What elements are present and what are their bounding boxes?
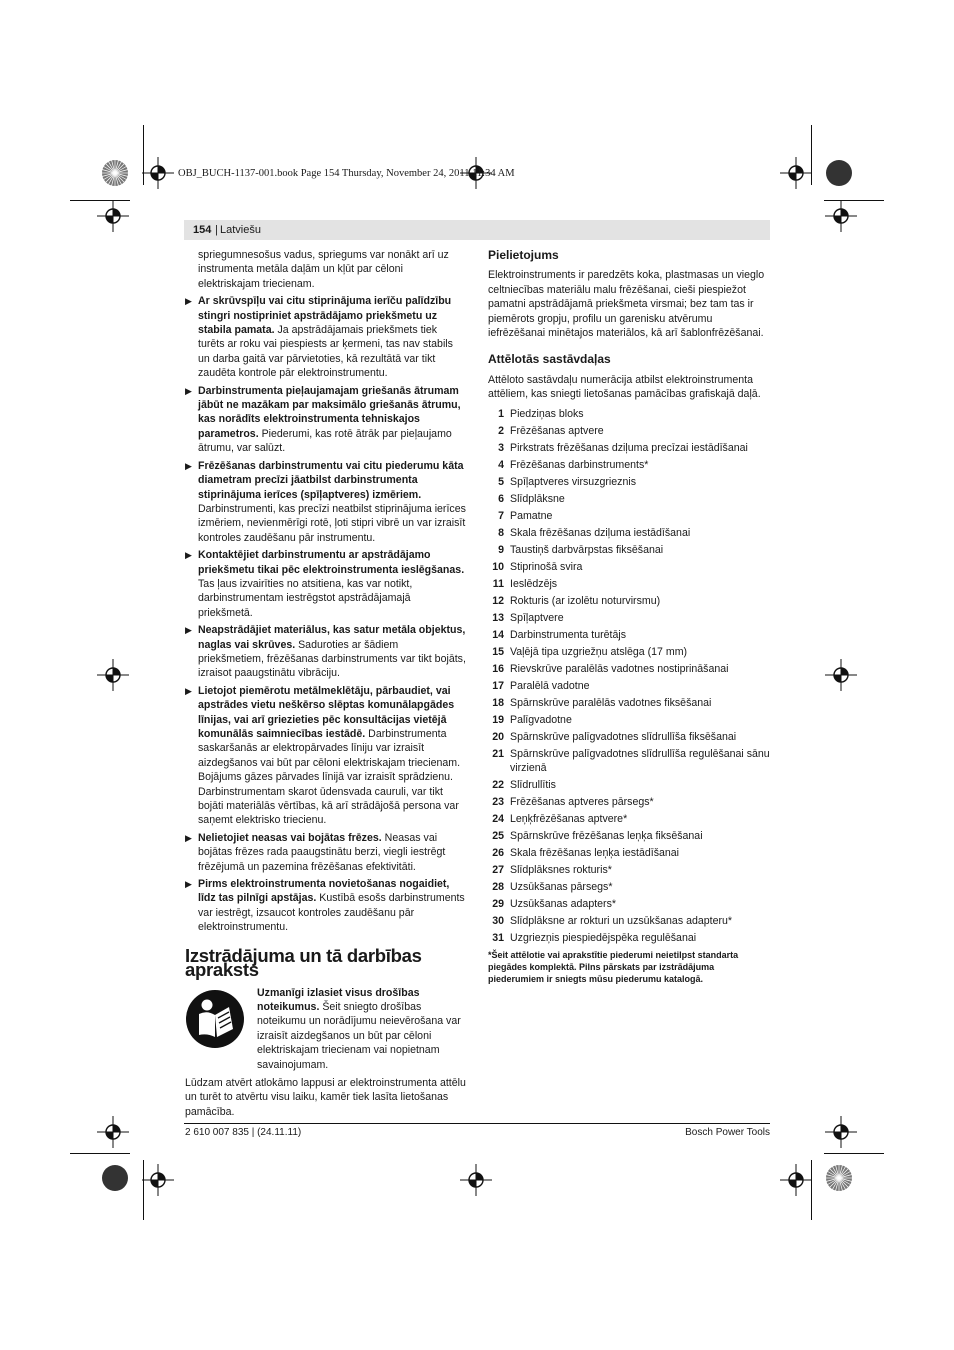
bullet-arrow-icon: ▶ xyxy=(185,550,192,561)
registration-mark-icon xyxy=(142,157,174,189)
component-item xyxy=(488,696,770,710)
component-label: Spārnskrūve palīgvadotnes slīdrullīša fiksēšanai xyxy=(510,730,737,743)
right-column xyxy=(488,248,770,985)
section-title: Izstrādājuma un tā darbības apraksts xyxy=(185,944,422,981)
component-label: Palīgvadotne xyxy=(510,713,572,726)
component-item xyxy=(488,863,770,877)
component-number: 17 xyxy=(492,679,504,692)
component-number: 3 xyxy=(498,441,504,454)
component-number: 10 xyxy=(492,560,504,573)
component-number: 13 xyxy=(492,611,504,624)
component-item xyxy=(488,645,770,659)
color-target-icon xyxy=(101,159,129,187)
component-item xyxy=(488,628,770,642)
bullet-bold-text: Lietojot piemērotu metālmeklētāju, pārbaudiet, vai apstrādes vietu neškērso slēptas komunālapgādes līnijas, vai arī griezieties pēc konsultācijas vietējā komunālās saimniecības iestādē. xyxy=(198,684,455,740)
page-language: | Latviešu xyxy=(220,224,261,236)
bullet-text: Darbinstrumenti, kas precīzi neatbilst stiprinājuma ierīces izmēriem, nevienmērīgi rotē, ļoti stipri vibrē un var izraisīt kontroles zaudēšanu pār instrumentu. xyxy=(198,502,466,544)
component-label: Darbinstrumenta turētājs xyxy=(510,628,626,641)
component-label: Frēzēšanas aptveres pārsegs* xyxy=(510,796,654,809)
crop-mark xyxy=(811,125,812,185)
book-file-info: OBJ_BUCH-1137-001.book Page 154 Thursday, November 24, 2011 11:34 AM xyxy=(178,168,515,179)
component-number: 5 xyxy=(498,475,504,488)
safety-bullet xyxy=(185,384,466,456)
bullet-bold-text: Frēzēšanas darbinstrumentu vai citu piederumu kāta diametram precīzi jāatbilst darbinstrumenta stiprinājuma ierīces (spīļaptveres) izmēriem. xyxy=(198,459,464,501)
component-item xyxy=(488,829,770,843)
safety-bullet xyxy=(185,459,466,545)
page-number: 154 xyxy=(193,224,212,236)
bullet-arrow-icon: ▶ xyxy=(185,460,192,471)
component-item xyxy=(488,560,770,574)
component-item xyxy=(488,897,770,911)
component-label: Skala frēzēšanas dziļuma iestādīšanai xyxy=(510,526,691,539)
component-item xyxy=(488,475,770,489)
crop-mark xyxy=(70,1153,130,1154)
component-label: Pamatne xyxy=(510,509,553,522)
component-item xyxy=(488,812,770,826)
component-item xyxy=(488,914,770,928)
component-number: 20 xyxy=(492,730,504,743)
component-label: Uzgriezņis piespiedējspēka regulēšanai xyxy=(510,932,697,945)
component-item xyxy=(488,543,770,557)
registration-mark-icon xyxy=(825,659,857,691)
warning-bold: Uzmanīgi izlasiet visus drošības noteikumus. xyxy=(257,986,420,1013)
component-number: 1 xyxy=(498,407,504,420)
component-number: 19 xyxy=(492,713,504,726)
component-number: 7 xyxy=(498,509,504,522)
component-label: Frēzēšanas darbinstruments* xyxy=(510,458,649,471)
bullet-text: Kustībā esošs darbinstruments var iestrēgt, izsaucot kontroles zaudēšanu pār elektroinstrumentu. xyxy=(198,892,465,934)
registration-mark-icon xyxy=(825,200,857,232)
component-number: 28 xyxy=(492,881,504,894)
component-number: 14 xyxy=(492,628,504,641)
read-manual-warning xyxy=(185,986,466,1072)
read-manual-icon xyxy=(185,989,245,1049)
component-number: 27 xyxy=(492,864,504,877)
component-label: Spārnskrūve palīgvadotnes slīdrullīša regulēšanai sānu virzienā xyxy=(510,747,770,775)
registration-mark-icon xyxy=(142,1164,174,1196)
closing-text: Lūdzam atvērt atlokāmo lappusi ar elektroinstrumenta attēlu un turēt to atvērtu visu laiku, kamēr tiek lasīta lietošanas pamācība. xyxy=(185,1076,466,1118)
component-number: 26 xyxy=(492,847,504,860)
component-label: Slīdplāksne ar rokturi un uzsūkšanas adapteru* xyxy=(510,915,733,928)
component-number: 12 xyxy=(492,594,504,607)
bullet-arrow-icon: ▶ xyxy=(185,296,192,307)
footer-rule xyxy=(184,1123,770,1124)
component-number: 2 xyxy=(498,424,504,437)
component-label: Vaļējā tipa uzgriežņu atslēga (17 mm) xyxy=(510,645,688,658)
registration-mark-icon xyxy=(460,1164,492,1196)
component-label: Taustiņš darbvārpstas fiksēšanai xyxy=(510,543,664,556)
component-label: Stiprinošā svira xyxy=(510,560,583,573)
component-label: Leņķfrēzēšanas aptvere* xyxy=(510,813,628,826)
safety-bullet xyxy=(185,684,466,828)
color-target-icon xyxy=(825,1164,853,1192)
registration-mark-icon xyxy=(780,1164,812,1196)
component-number: 16 xyxy=(492,662,504,675)
safety-bullets xyxy=(185,294,466,934)
accessories-footnote: *Šeit attēlotie vai aprakstītie piederumi neietilpst standarta piegādes komplektā. Pilns pārskats par izstrādājuma piederumiem ir sniegts mūsu piederumu katalogā. xyxy=(488,950,739,985)
safety-bullet xyxy=(185,877,466,935)
component-number: 15 xyxy=(492,645,504,658)
component-item xyxy=(488,492,770,506)
bullet-bold-text: Darbinstrumenta pieļaujamajam griešanās ātrumam jābūt ne mazākam par maksimālo griešanās ātrumu, kas norādīts elektroinstrumenta tehniskajos parametros. xyxy=(198,384,461,440)
component-item xyxy=(488,747,770,776)
component-label: Spīļaptvere xyxy=(510,611,564,624)
component-number: 25 xyxy=(492,830,504,843)
component-label: Piedziņas bloks xyxy=(510,407,584,420)
usage-text: Elektroinstruments ir paredzēts koka, plastmasas un vieglo celtniecības materiālu malu frēzēšanai, cieši piespiežot pamatni apstrādājamā priekšmeta virsmai; bez tam tas ir piemērots gropju, profilu un garenisku atvērumu iefrēzēšanai minētajos materiālos, kā arī šablonfrēzēšanai. xyxy=(488,269,765,340)
bullet-arrow-icon: ▶ xyxy=(185,879,192,890)
component-number: 8 xyxy=(498,526,504,539)
component-label: Uzsūkšanas pārsegs* xyxy=(510,881,613,894)
crop-mark xyxy=(143,125,144,185)
left-column xyxy=(185,248,466,1122)
component-label: Pirkstrats frēzēšanas dziļuma precīzai iestādīšanai xyxy=(510,441,748,454)
component-item xyxy=(488,441,770,455)
component-number: 23 xyxy=(492,796,504,809)
component-label: Spārnskrūve paralēlās vadotnes fiksēšanai xyxy=(510,696,712,709)
component-number: 21 xyxy=(492,747,504,760)
component-label: Frēzēšanas aptvere xyxy=(510,424,604,437)
component-item xyxy=(488,880,770,894)
component-number: 4 xyxy=(498,458,504,471)
component-label: Rievskrūve paralēlās vadotnes nostiprināšanai xyxy=(510,662,729,675)
component-number: 18 xyxy=(492,696,504,709)
component-number: 11 xyxy=(492,577,504,590)
bullet-bold-text: Ar skrūvspīļu vai citu stiprinājuma ierīču palīdzību stingri nostipriniet apstrādājamo priekšmetu uz stabila pamata. xyxy=(198,295,452,337)
component-item xyxy=(488,795,770,809)
bullet-text: Ja apstrādājamais priekšmets tiek turēts ar roku vai piespiests ar ķermeni, tas nav stabils un darba gaitā var pārvietoties, kā rezultātā var tikt zaudēta kontrole pār elektroinstrumentu. xyxy=(198,324,453,380)
registration-mark-icon xyxy=(825,1116,857,1148)
component-label: Paralēlā vadotne xyxy=(510,679,590,692)
component-label: Uzsūkšanas adapters* xyxy=(510,898,616,911)
components-list xyxy=(488,407,770,946)
component-item xyxy=(488,679,770,693)
component-item xyxy=(488,424,770,438)
component-item xyxy=(488,526,770,540)
color-target-icon xyxy=(101,1164,129,1192)
bullet-arrow-icon: ▶ xyxy=(185,625,192,636)
bullet-bold-text: Pirms elektroinstrumenta novietošanas nogaidiet, līdz tas pilnīgi apstājas. xyxy=(198,878,450,905)
bullet-bold-text: Nelietojiet neasas vai bojātas frēzes. xyxy=(198,831,382,844)
component-item xyxy=(488,730,770,744)
component-number: 6 xyxy=(498,492,504,505)
safety-bullet xyxy=(185,831,466,874)
component-label: Spārnskrūve frēzēšanas leņķa fiksēšanai xyxy=(510,830,703,843)
bullet-text: Darbinstrumenta saskaršanās ar elektropārvades līniju var izraisīt aizdegšanos vai būt par cēloni elektriskajam triecienam. Bojājums gāzes pārvades līnijā var izraisīt sprādzienu. Darbinstrumentam skarot ūdensvada cauruli, var tikt bojāti materiālās vērtības, kā arī strādājošā persona var saņemt elektrisko triecienu. xyxy=(198,728,461,827)
registration-mark-icon xyxy=(97,659,129,691)
bullet-arrow-icon: ▶ xyxy=(185,832,192,843)
crop-mark xyxy=(824,200,884,201)
footer-brand: Bosch Power Tools xyxy=(685,1127,770,1138)
bullet-bold-text: Kontaktējiet darbinstrumentu ar apstrādājamo priekšmetu tikai pēc elektroinstrumenta ieslēgšanas. xyxy=(198,549,465,576)
component-item xyxy=(488,594,770,608)
component-item xyxy=(488,713,770,727)
component-number: 31 xyxy=(492,932,504,945)
safety-bullet xyxy=(185,294,466,380)
components-intro: Attēloto sastāvdaļu numerācija atbilst elektroinstrumenta attēliem, kas sniegti lietošanas pamācības grafiskajā daļā. xyxy=(488,373,761,401)
crop-mark xyxy=(143,1160,144,1220)
page-header-band xyxy=(184,220,770,240)
registration-mark-icon xyxy=(780,157,812,189)
component-item xyxy=(488,458,770,472)
component-item xyxy=(488,662,770,676)
component-label: Slīdplāksnes rokturis* xyxy=(510,864,612,877)
warning-text: Šeit sniegto drošības noteikumu un norādījumu neievērošana var izraisīt aizdegšanos un būt par cēloni elektriskajam triecienam vai nopietnam savainojumam. xyxy=(257,1000,461,1071)
bullet-arrow-icon: ▶ xyxy=(185,685,192,696)
color-target-icon xyxy=(825,159,853,187)
bullet-bold-text: Neapstrādājiet materiālus, kas satur metāla objektus, naglas vai skrūves. xyxy=(198,624,466,651)
components-title: Attēlotās sastāvdaļas xyxy=(488,352,611,367)
component-item xyxy=(488,577,770,591)
bullet-text: Piederumi, kas rotē ātrāk par pieļaujamo ātrumu, var salūzt. xyxy=(198,427,452,455)
crop-mark xyxy=(824,1153,884,1154)
usage-title: Pielietojums xyxy=(488,248,559,262)
component-number: 9 xyxy=(498,543,504,556)
component-item xyxy=(488,611,770,625)
component-label: Slīdplāksne xyxy=(510,492,565,505)
registration-mark-icon xyxy=(97,1116,129,1148)
component-label: Ieslēdzējs xyxy=(510,577,558,590)
component-item xyxy=(488,509,770,523)
bullet-text: Saduroties ar šādiem priekšmetiem, frēzēšanas darbinstruments var tikt bojāts, izraisot paaugstinātu vibrāciju. xyxy=(198,638,466,680)
component-label: Skala frēzēšanas leņķa iestādīšanai xyxy=(510,847,680,860)
component-item xyxy=(488,931,770,945)
registration-mark-icon xyxy=(97,200,129,232)
crop-mark xyxy=(70,200,130,201)
component-number: 22 xyxy=(492,779,504,792)
bullet-text: Neasas vai bojātas frēzes rada paaugstinātu berzi, viegli iestrēgt frēzējumā un pazemina frēzēšanas efektivitāti. xyxy=(198,831,446,873)
safety-bullet xyxy=(185,548,466,620)
component-item xyxy=(488,407,770,421)
component-number: 30 xyxy=(492,915,504,928)
bullet-text: Tas ļaus izvairīties no atsitiena, kas var notikt, darbinstrumentam iestrēgstot apstrādājamajā priekšmetā. xyxy=(198,577,413,619)
continuation-text: spriegumnesošus vadus, spriegums var nonākt arī uz instrumenta metāla daļām un kļūt par cēloni elektriskajam triecienam. xyxy=(198,249,449,290)
component-label: Spīļaptveres virsuzgrieznis xyxy=(510,475,636,488)
bullet-arrow-icon: ▶ xyxy=(185,385,192,396)
safety-bullet xyxy=(185,623,466,681)
component-item xyxy=(488,778,770,792)
component-number: 29 xyxy=(492,898,504,911)
component-item xyxy=(488,846,770,860)
component-label: Rokturis (ar izolētu noturvirsmu) xyxy=(510,594,661,607)
crop-mark xyxy=(811,1160,812,1220)
component-label: Slīdrullītis xyxy=(510,779,556,792)
footer-doc-number: 2 610 007 835 | (24.11.11) xyxy=(185,1127,302,1138)
component-number: 24 xyxy=(492,813,504,826)
